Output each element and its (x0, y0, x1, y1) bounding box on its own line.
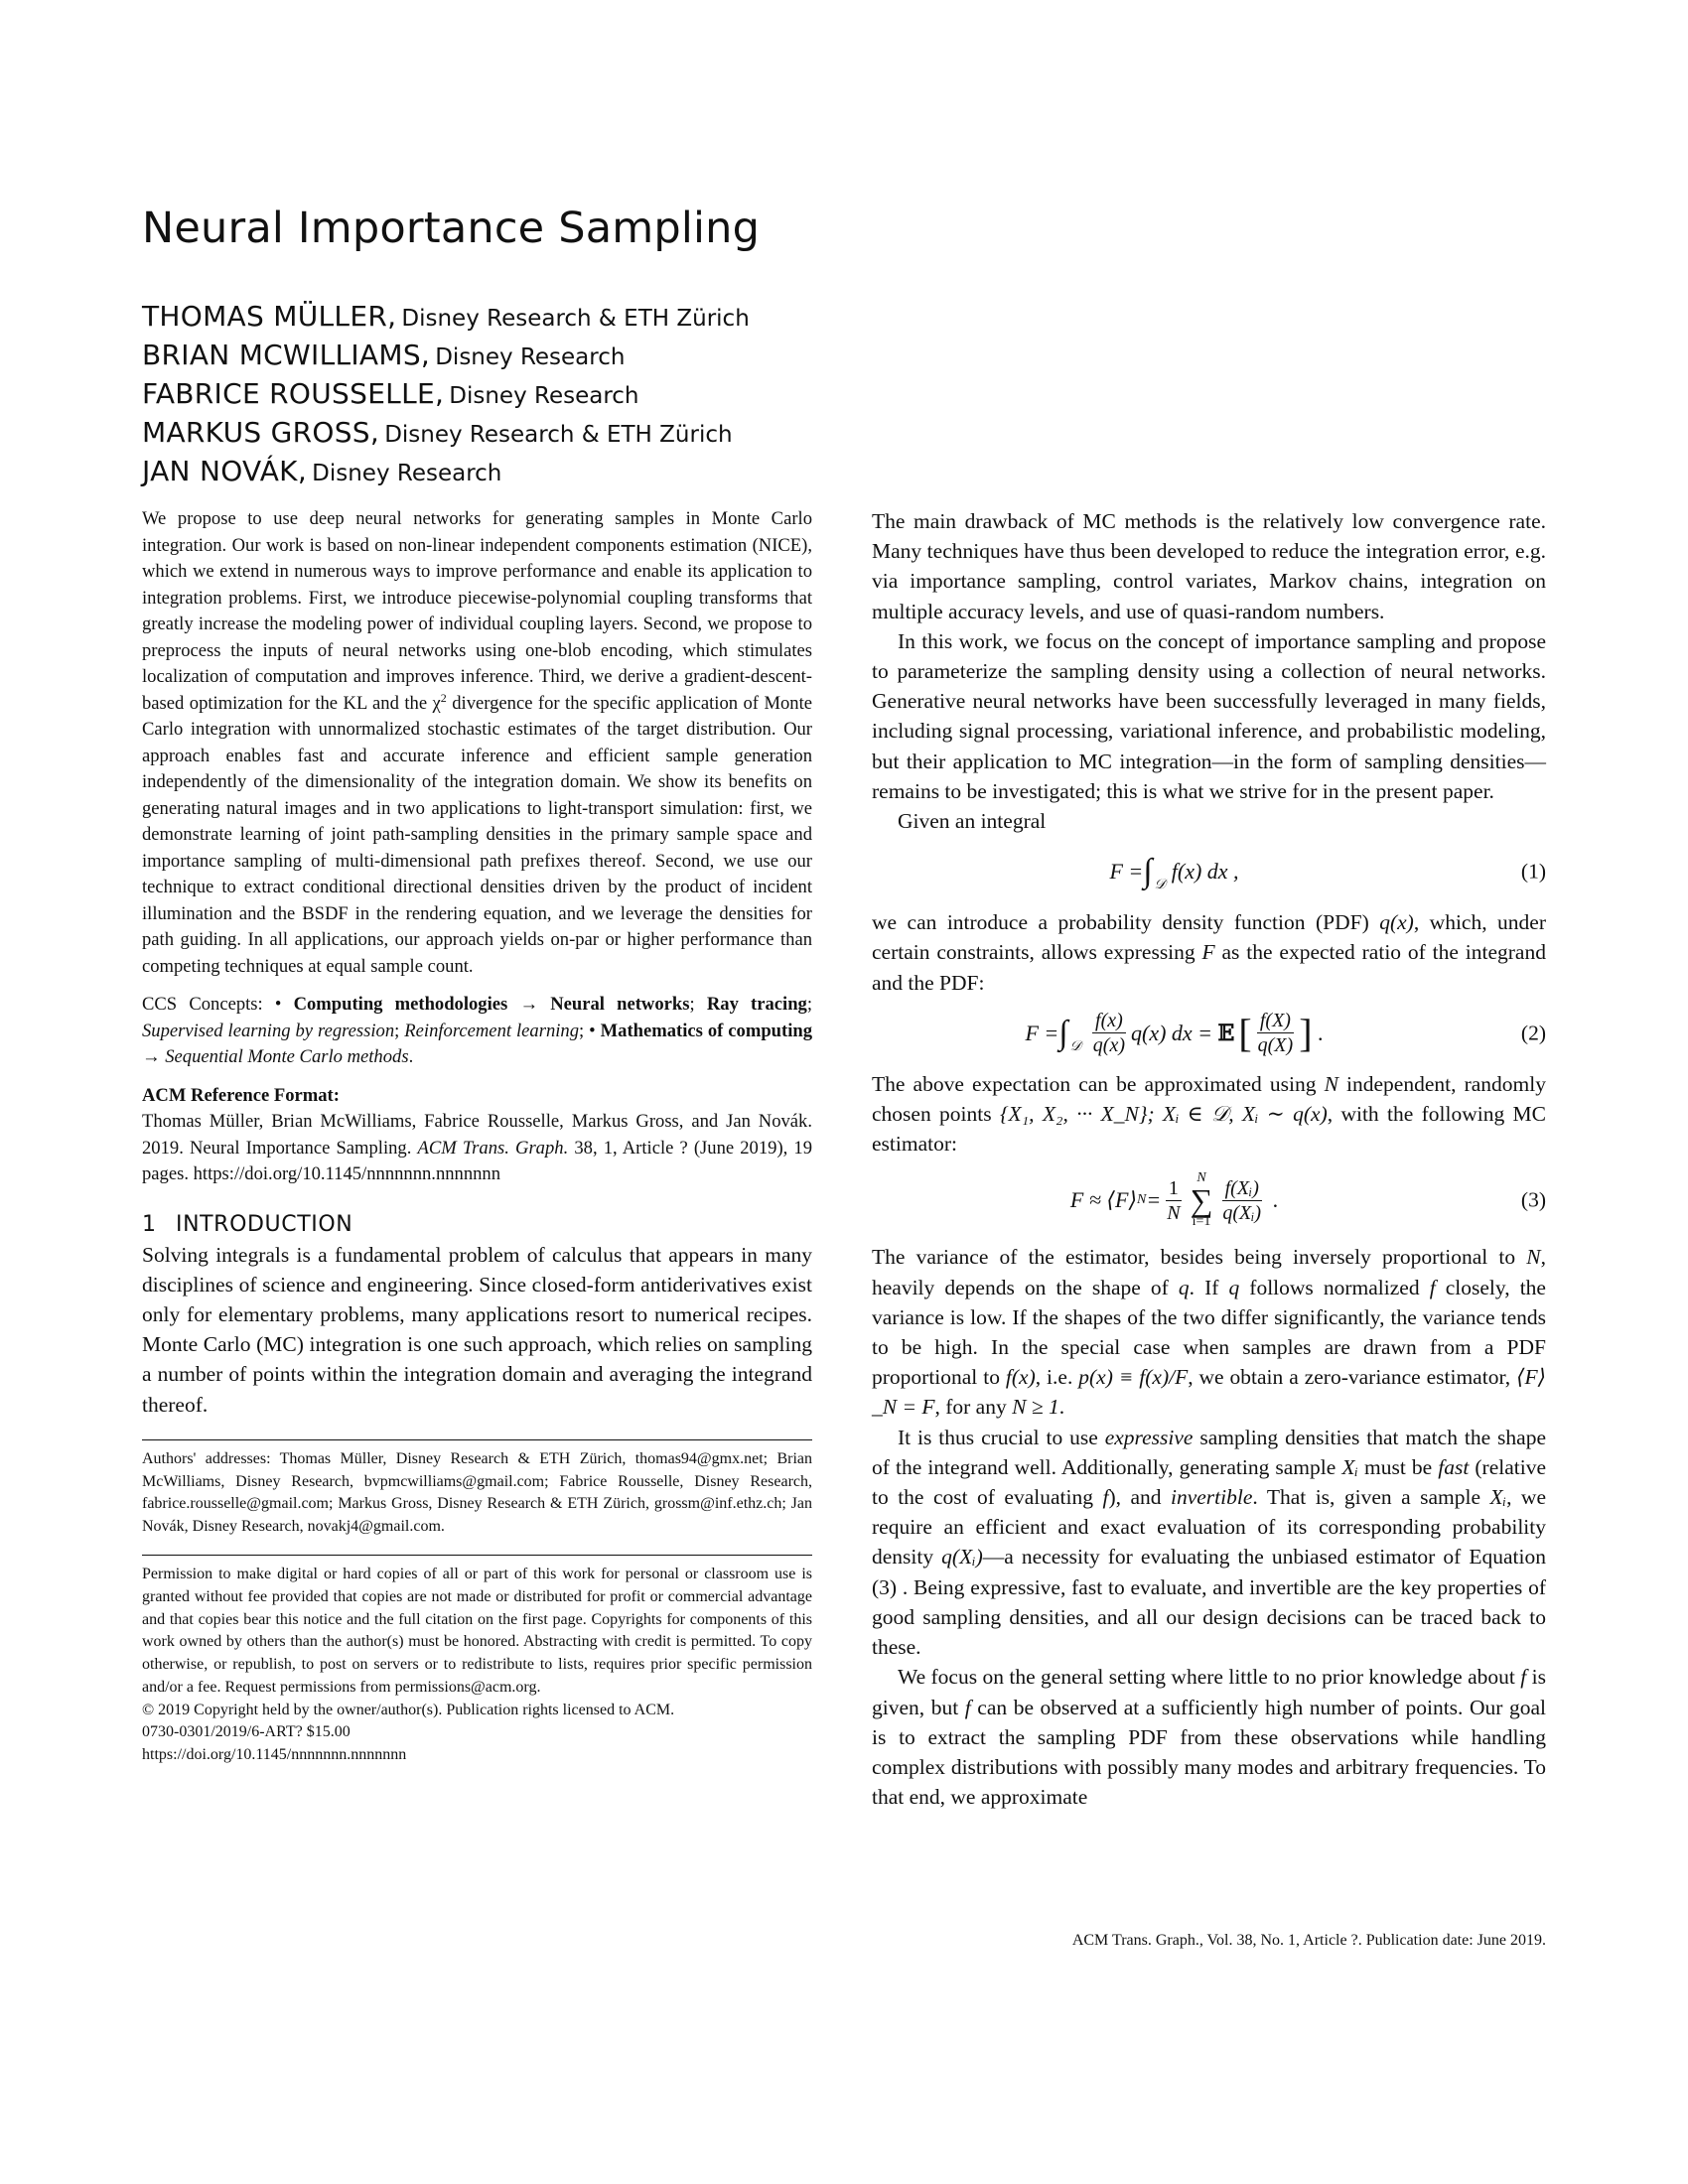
ccs-term: Reinforcement learning (404, 1020, 579, 1041)
author-entry (142, 300, 750, 339)
text: The above expectation can be approximated using (872, 1071, 1325, 1096)
expectation-symbol: 𝔼 (1217, 1020, 1235, 1046)
math: Xᵢ (1489, 1485, 1507, 1510)
denominator: q(x) (1092, 1034, 1125, 1057)
denominator: q(Xᵢ) (1222, 1201, 1262, 1224)
ccs-sep: ; (394, 1020, 405, 1041)
author-name: BRIAN MCWILLIAMS, (142, 339, 431, 371)
abstract-text: We propose to use deep neural networks for generating samples in Monte Carlo integration. Our work is based on non-linear independent components estimation (NICE), which we extend in numerous ways to improve performance and enable its application to integration problems. First, we introduce piecewise-polynomial coupling transforms that greatly increase the modeling power of individual coupling layers. Second, we propose to preprocess the inputs of neural networks using one-blob encoding, which stimulates localization of computation and improves inference. Third, we derive a gradient-descent-based optimization for the KL and the χ (142, 508, 812, 714)
ccs-term: Supervised learning by regression (142, 1020, 395, 1041)
text: The variance of the estimator, besides being inversely proportional to (872, 1245, 1527, 1270)
math: N ≥ 1 (1012, 1395, 1059, 1420)
page-footer: ACM Trans. Graph., Vol. 38, No. 1, Article ?. Publication date: June 2019. (1071, 1932, 1546, 1949)
math: q (1178, 1275, 1190, 1299)
eq-lhs: F = (1025, 1020, 1059, 1045)
author-entry (142, 339, 750, 377)
text: sampling densities that match the shape of the integrand well. Additionally, generating sample (872, 1425, 1546, 1479)
section-heading (142, 1210, 812, 1240)
section-title: INTRODUCTION (176, 1211, 353, 1237)
left-bracket: [ (1238, 1010, 1252, 1055)
equation-body (872, 1002, 1477, 1065)
summation (1191, 1171, 1213, 1229)
right-bracket: ] (1299, 1010, 1313, 1055)
paper-title: Neural Importance Sampling (142, 204, 761, 253)
eq-text: = (1146, 1187, 1162, 1213)
math: q(Xᵢ) (941, 1545, 983, 1570)
sum-upper-limit: N (1196, 1170, 1206, 1186)
author-affiliation: Disney Research & ETH Zürich (384, 422, 733, 448)
math: p(x) ≡ f(x)/F (1078, 1365, 1189, 1390)
text: can be observed at a sufficiently high number of points. Our goal is to extract the sampling PDF from these observations while handling complex distributions with possibly many modes and arbitrary frequencies. To that end, we approximate (872, 1695, 1546, 1810)
paragraph: The main drawback of MC methods is the relatively low convergence rate. Many techniques have thus been developed to reduce the integration error, e.g. via importance sampling, control variates, Markov chains, integration on multiple accuracy levels, and use of quasi-random numbers. (872, 509, 1546, 623)
integral-sign: ∫ (1143, 853, 1153, 890)
text: (relative to the cost of evaluating (872, 1454, 1546, 1510)
text: . If (1189, 1275, 1229, 1299)
eq-text: . (1272, 1187, 1279, 1213)
ccs-concepts (142, 992, 812, 1071)
reference-text: 38, 1, Article ? (June 2019), 19 pages. https://doi.org/10.1145/nnnnnnn.nnnnnnn (142, 1137, 813, 1184)
fraction (1255, 1009, 1297, 1057)
emphasis: expressive (1104, 1425, 1194, 1449)
paragraph: Given an integral (898, 809, 1047, 834)
issn-line: 0730-0301/2019/6-ART? $15.00 (142, 1723, 351, 1741)
paragraph (872, 1662, 1546, 1812)
author-affiliation: Disney Research (449, 383, 639, 409)
author-affiliation: Disney Research (312, 461, 502, 486)
ccs-term: Neural networks (550, 994, 690, 1015)
text: , heavily depends on the shape of (872, 1245, 1546, 1299)
text: . (1058, 1395, 1065, 1420)
author-name: FABRICE ROUSSELLE, (142, 377, 445, 410)
subscript: N (1137, 1192, 1147, 1208)
reference-format-heading: ACM Reference Format: (142, 1084, 340, 1106)
ccs-arrow: → (142, 1046, 166, 1067)
ccs-arrow: → (507, 994, 551, 1015)
eq-domain: 𝒟 (1154, 878, 1166, 893)
abstract (142, 506, 812, 980)
fraction (1090, 1009, 1128, 1057)
text: independent, randomly chosen points (872, 1071, 1546, 1127)
paragraph (872, 907, 1546, 998)
math: F (1201, 940, 1215, 965)
author-entry (142, 416, 750, 455)
math: q(x) (1379, 910, 1414, 935)
reference-text: Thomas Müller, Brian McWilliams, Fabrice Rousselle, Markus Gross, and Jan Novák. 2019. Neural Importance Sampling. (142, 1111, 812, 1159)
ccs-label: CCS Concepts: • (142, 994, 294, 1015)
intro-paragraph: Solving integrals is a fundamental problem of calculus that appears in many disciplines of science and engineering. Since closed-form antiderivatives exist only for elementary problems, many applications resort to numerical recipes. Monte Carlo (MC) integration is one such approach, which relies on sampling a number of points within the integration domain and averaging the integrand thereof. (142, 1242, 812, 1417)
text: follows normalized (1239, 1275, 1430, 1299)
superscript: 2 (440, 690, 447, 705)
eq-lhs: F ≈ ⟨F⟩ (1069, 1187, 1138, 1213)
equation-number: (1) (1520, 859, 1546, 884)
left-column (142, 506, 812, 1767)
text: . That is, given a sample (1252, 1485, 1490, 1510)
reference-format (142, 1109, 812, 1188)
math: {X₁, X₂, ··· X_N}; Xᵢ ∈ 𝒟, Xᵢ ∼ q(x) (999, 1102, 1328, 1127)
text: we can introduce a probability density function (PDF) (872, 910, 1380, 935)
ccs-sep: ; (806, 994, 813, 1015)
denominator: q(X) (1257, 1034, 1294, 1057)
text: —a necessity for evaluating the unbiased estimator of Equation (3) . Being expressive, fast to evaluate, and invertible are the key properties of good sampling densities, and all our design decisions can be traced back to these. (872, 1545, 1546, 1660)
math: N (1526, 1245, 1541, 1270)
equation-1 (872, 840, 1546, 903)
math: N (1324, 1071, 1338, 1096)
text: , with the following MC estimator: (872, 1102, 1546, 1157)
permission-notice: Permission to make digital or hard copies of all or part of this work for personal or classroom use is granted without fee provided that copies are not made or distributed for profit or commercial advantage and that copies bear this notice and the full citation on the first page. Copyrights for components of this work owned by others than the author(s) must be honored. Abstracting with credit is permitted. To copy otherwise, or republish, to post on servers or to redistribute to lists, requires prior specific permission and/or a fee. Request permissions from permissions@acm.org. (142, 1565, 812, 1696)
author-affiliation: Disney Research (435, 344, 626, 370)
denominator: N (1167, 1201, 1181, 1224)
fraction (1219, 1176, 1264, 1225)
equation-2 (872, 1002, 1546, 1065)
ccs-term: Computing methodologies (293, 994, 508, 1015)
author-affiliation: Disney Research & ETH Zürich (401, 306, 750, 332)
eq-text: q(x) dx = (1131, 1020, 1213, 1045)
ccs-term: Sequential Monte Carlo methods (165, 1046, 409, 1067)
abstract-text: divergence for the specific application of Monte Carlo integration with unnormalized stochastic estimates of the target distribution. Our approach enables fast and accurate inference and efficient sample generation independently of the dimensionality of the integration domain. We show its benefits on generating natural images and in two applications to light-transport simulation: first, we demonstrate learning of joint path-sampling densities in the primary sample space and importance sampling of multi-dimensional path prefixes thereof. Second, we use our technique to extract conditional directional densities driven by the product of incident illumination and the BSDF in the rendering equation, and we leverage the densities for path guiding. In all applications, our approach yields on-par or higher performance than competing techniques at equal sample count. (142, 692, 812, 977)
equation-body (872, 840, 1477, 903)
author-name: JAN NOVÁK, (142, 455, 308, 487)
ccs-sep: ; • (579, 1020, 601, 1041)
paragraph (872, 1242, 1546, 1422)
text: , i.e. (1035, 1365, 1079, 1390)
ccs-sep: ; (689, 994, 707, 1015)
text: as the expected ratio of the integrand and the PDF: (872, 940, 1546, 995)
author-name: THOMAS MÜLLER, (142, 300, 397, 333)
math: f(x) (1005, 1365, 1036, 1390)
emphasis: invertible (1170, 1485, 1253, 1510)
authors-addresses: Authors' addresses: Thomas Müller, Disney Research & ETH Zürich, thomas94@gmx.net; Brian McWilliams, Disney Research, bvpmcwilliams@gmail.com; Fabrice Rousselle, Disney Research, fabrice.rousselle@gmail.com; Markus Gross, Disney Research & ETH Zürich, grossm@inf.ethz.ch; Jan Novák, Disney Research, novakj4@gmail.com. (142, 1449, 812, 1536)
permission-divider (142, 1555, 812, 1556)
ccs-term: Mathematics of computing (600, 1020, 812, 1041)
text: is given, but (872, 1665, 1547, 1719)
text: , for any (934, 1395, 1013, 1420)
emphasis: fast (1438, 1454, 1470, 1479)
text: , which, under certain constraints, allows expressing (872, 910, 1546, 965)
eq-text: . (1318, 1020, 1324, 1045)
math: q (1228, 1275, 1240, 1299)
integral-sign: ∫ (1058, 1014, 1068, 1051)
right-column (872, 506, 1546, 1812)
math: f (1102, 1485, 1109, 1510)
numerator: f(x) (1092, 1009, 1126, 1033)
author-entry (142, 377, 750, 416)
paragraph (872, 1423, 1546, 1663)
fraction (1164, 1176, 1183, 1225)
text: ), and (1108, 1485, 1171, 1510)
text: It is thus crucial to use (898, 1425, 1105, 1449)
equation-number: (3) (1520, 1187, 1546, 1212)
text: closely, the variance is low. If the shapes of the two differ significantly, the variance tends to be high. In the special case when samples are drawn from a PDF proportional to (872, 1275, 1546, 1390)
math: f (1429, 1275, 1436, 1299)
paragraph (872, 1069, 1546, 1160)
ccs-sep: . (408, 1046, 414, 1067)
paragraph: In this work, we focus on the concept of importance sampling and propose to parameterize the sampling density using a collection of neural networks. Generative neural networks have been successfully leveraged in many fields, including signal processing, variational inference, and probabilistic modeling, but their application to MC integration—in the form of sampling densities—remains to be investigated; this is what we strive for in the present paper. (872, 628, 1546, 803)
eq-domain: 𝒟 (1069, 1038, 1081, 1054)
numerator: f(X) (1257, 1009, 1294, 1033)
math: Xᵢ (1341, 1454, 1358, 1479)
ccs-term: Ray tracing (706, 994, 807, 1015)
sum-lower-limit: i=1 (1192, 1214, 1211, 1230)
text: We focus on the general setting where little to no prior knowledge about (898, 1665, 1521, 1690)
reference-journal: ACM Trans. Graph. (417, 1137, 569, 1159)
author-entry (142, 455, 750, 493)
math: ⟨F⟩_N = F (872, 1365, 1546, 1420)
text: must be (1357, 1454, 1439, 1479)
math: f (1520, 1665, 1527, 1690)
eq-lhs: F = (1109, 859, 1144, 885)
author-name: MARKUS GROSS, (142, 416, 380, 449)
eq-integrand: f(x) dx , (1171, 859, 1239, 885)
numerator: 1 (1166, 1176, 1182, 1201)
sigma-sign: ∑ (1190, 1182, 1213, 1219)
text: , we require an efficient and exact evaluation of its corresponding probability density (872, 1485, 1546, 1570)
math: f (964, 1695, 971, 1719)
author-list (142, 300, 750, 493)
doi-line: https://doi.org/10.1145/nnnnnnn.nnnnnnn (142, 1746, 407, 1764)
section-number: 1 (142, 1211, 157, 1237)
numerator: f(Xᵢ) (1222, 1176, 1262, 1201)
copyright-line: © 2019 Copyright held by the owner/author(s). Publication rights licensed to ACM. (142, 1701, 675, 1718)
equation-body (872, 1162, 1477, 1238)
equation-3 (872, 1162, 1546, 1238)
footnote-divider (142, 1439, 812, 1440)
text: , we obtain a zero-variance estimator, (1188, 1365, 1517, 1390)
equation-number: (2) (1520, 1021, 1546, 1045)
